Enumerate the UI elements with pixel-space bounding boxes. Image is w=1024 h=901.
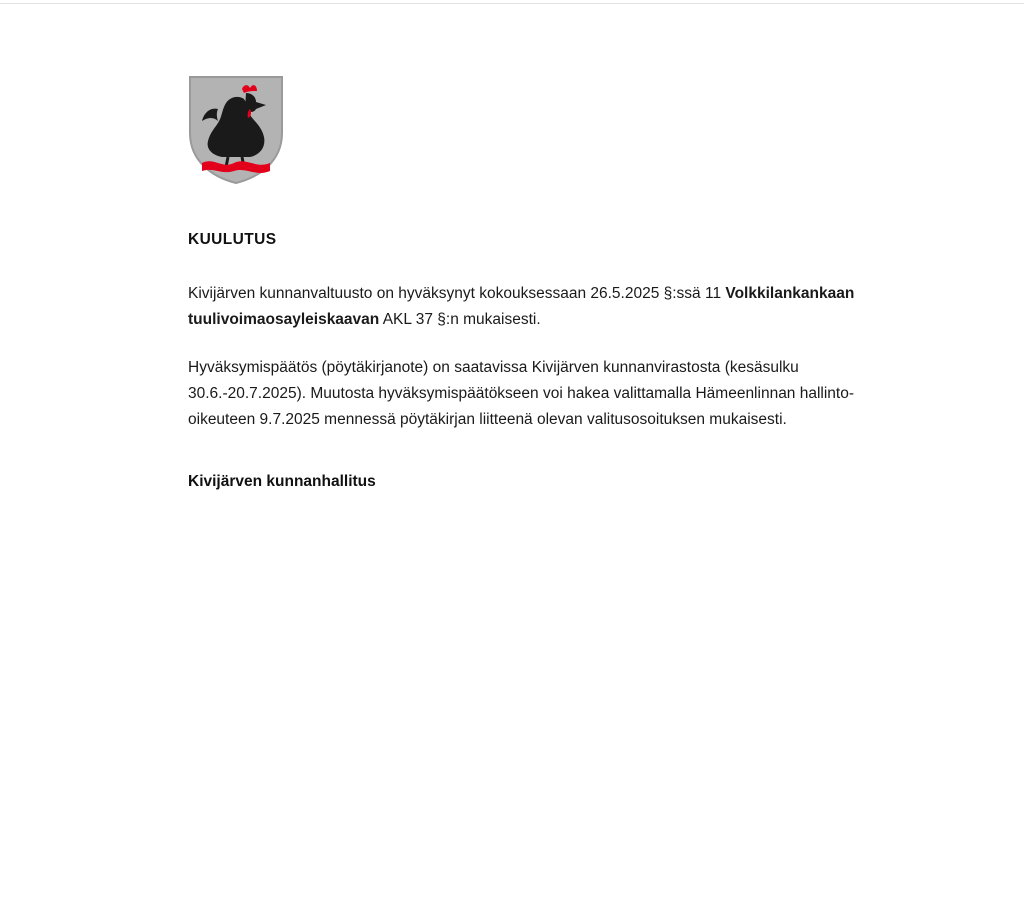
paragraph-approval-run-1: Volkkilankankaan tuulivoimaosayleiskaavan	[188, 285, 855, 328]
paragraph-appeal-run-0: Hyväksymispäätös (pöytäkirjanote) on saatavissa Kivijärven kunnanvirastosta (kesäsulku 30.6.-20.7.2025). Muutosta hyväksymispäätökseen voi hakea valittamalla Hämeenlinnan hallinto-oikeuteen 9.7.2025 mennessä pöytäkirjan liitteenä olevan valitusosoituksen mukaisesti.	[188, 359, 855, 428]
document-content	[188, 75, 888, 491]
page-title: KUULUTUS	[188, 231, 277, 248]
kivijarvi-coat-of-arms-icon	[188, 75, 284, 185]
document-signature: Kivijärven kunnanhallitus	[188, 473, 376, 490]
paragraph-approval-run-2: AKL 37 §:n mukaisesti.	[379, 311, 541, 328]
page-top-divider	[0, 3, 1024, 4]
paragraph-appeal	[188, 355, 878, 433]
paragraph-approval-run-0: Kivijärven kunnanvaltuusto on hyväksynyt kokouksessaan 26.5.2025 §:ssä 11	[188, 285, 726, 302]
paragraph-approval	[188, 281, 878, 333]
